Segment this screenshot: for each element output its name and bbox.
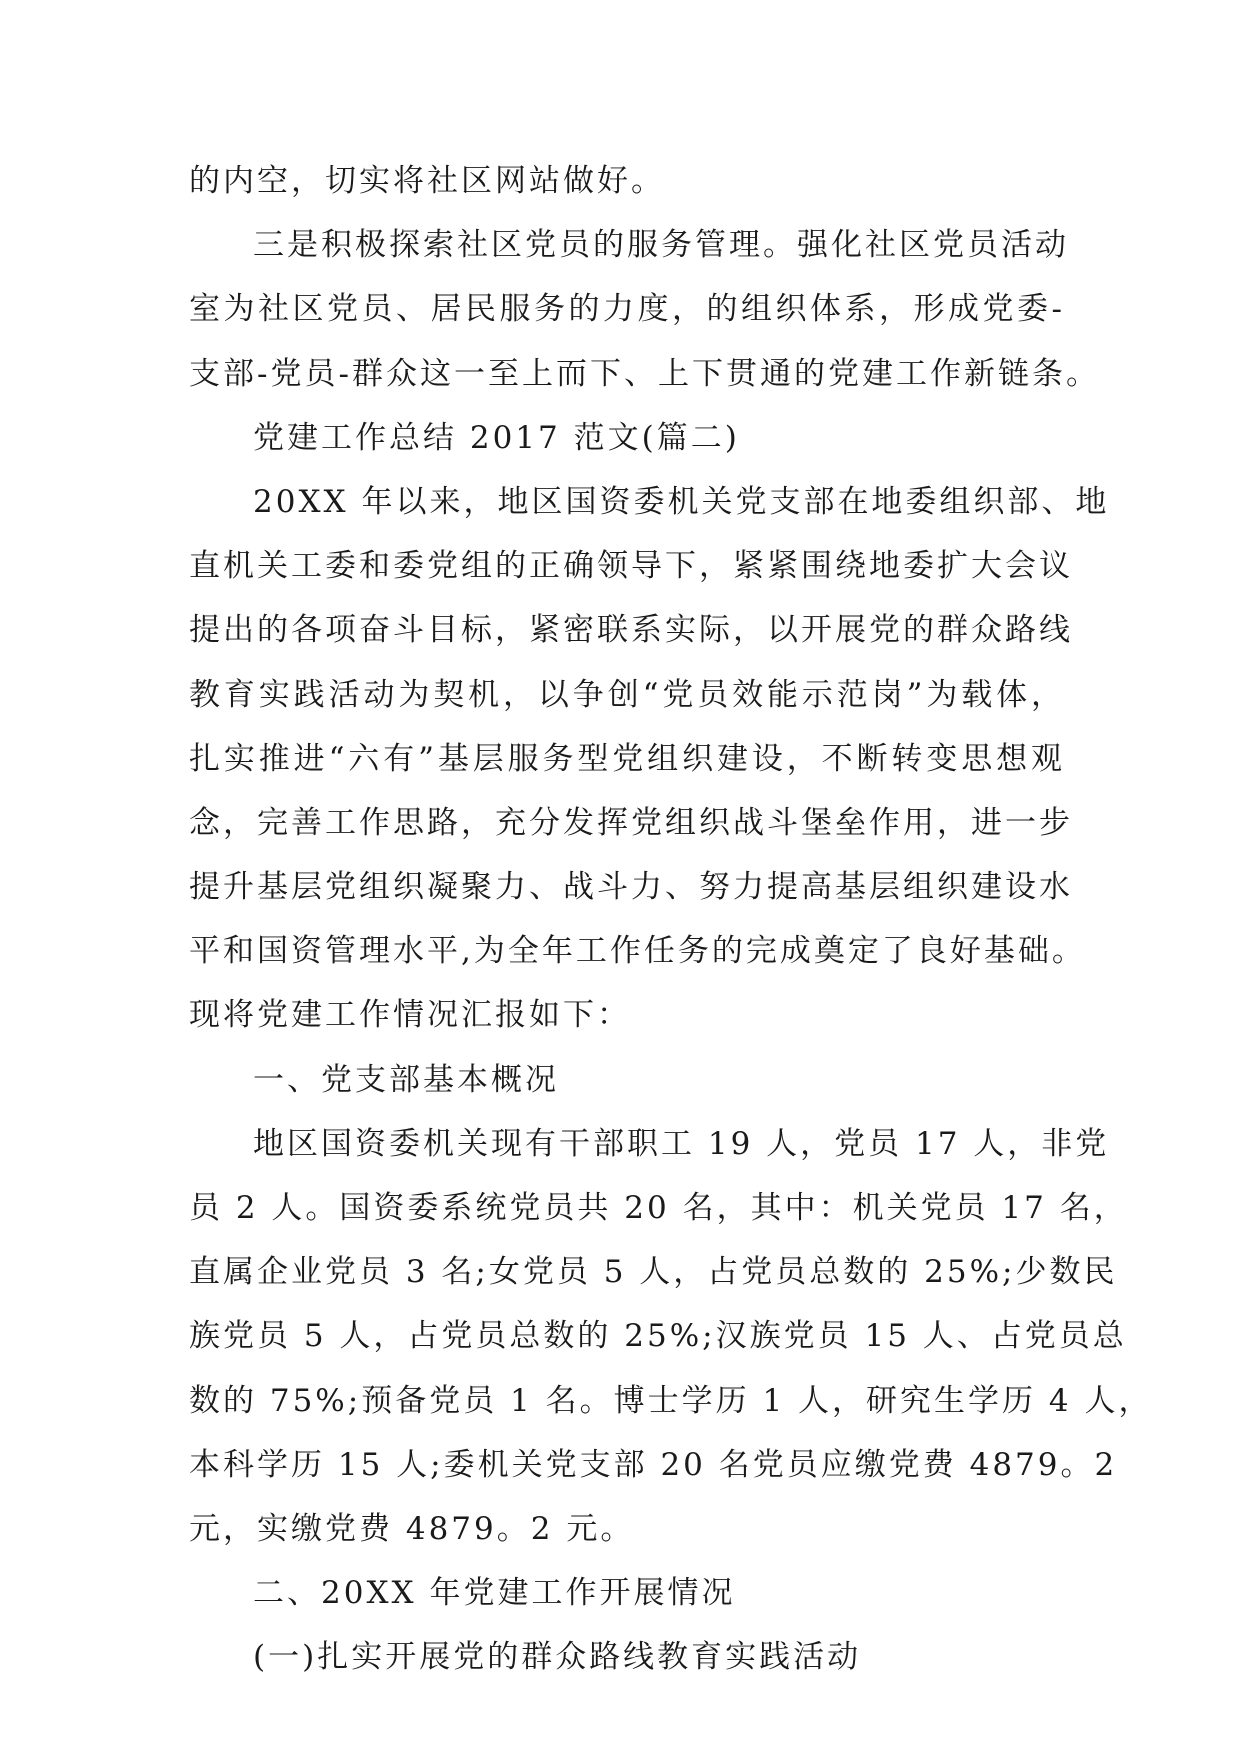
text-line: 平和国资管理水平,为全年工作任务的完成奠定了良好基础。 <box>189 933 1086 970</box>
text-line: 族党员 5 人，占党员总数的 25%;汉族党员 15 人、占党员总 <box>189 1318 1127 1355</box>
text-line: 元，实缴党费 4879。2 元。 <box>189 1510 635 1547</box>
text-line: 地区国资委机关现有干部职工 19 人，党员 17 人，非党 <box>253 1125 1110 1162</box>
text-line: 一、党支部基本概况 <box>253 1061 559 1098</box>
text-line: 扎实推进“六有”基层服务型党组织建设，不断转变思想观 <box>189 740 1065 777</box>
text-line: (一)扎实开展党的群众路线教育实践活动 <box>253 1639 862 1676</box>
text-line: 三是积极探索社区党员的服务管理。强化社区党员活动 <box>253 227 1069 264</box>
text-line: 教育实践活动为契机，以争创“党员效能示范岗”为载体， <box>189 676 1065 713</box>
document-body <box>189 149 1153 1690</box>
text-line: 直机关工委和委党组的正确领导下，紧紧围绕地委扩大会议 <box>189 548 1073 585</box>
text-line: 员 2 人。国资委系统党员共 20 名，其中：机关党员 17 名， <box>189 1190 1128 1226</box>
text-line: 二、20XX 年党建工作开展情况 <box>253 1575 736 1612</box>
text-line: 室为社区党员、居民服务的力度，的组织体系，形成党委- <box>189 291 1065 328</box>
text-line: 提出的各项奋斗目标，紧密联系实际，以开展党的群众路线 <box>189 612 1073 649</box>
text-line: 数的 75%;预备党员 1 名。博士学历 1 人，研究生学历 4 人， <box>189 1382 1153 1419</box>
text-line: 本科学历 15 人;委机关党支部 20 名党员应缴党费 4879。2 <box>189 1446 1118 1483</box>
text-line: 支部-党员-群众这一至上而下、上下贯通的党建工作新链条。 <box>189 355 1100 392</box>
text-line: 直属企业党员 3 名;女党员 5 人，占党员总数的 25%;少数民 <box>189 1254 1118 1291</box>
text-line: 党建工作总结 2017 范文(篇二) <box>253 419 740 456</box>
text-line: 的内空，切实将社区网站做好。 <box>189 163 665 199</box>
text-line: 念，完善工作思路，充分发挥党组织战斗堡垒作用，进一步 <box>189 804 1073 841</box>
text-line: 20XX 年以来，地区国资委机关党支部在地委组织部、地 <box>253 483 1110 520</box>
text-line: 提升基层党组织凝聚力、战斗力、努力提高基层组织建设水 <box>189 869 1073 906</box>
text-line: 现将党建工作情况汇报如下： <box>189 997 631 1034</box>
